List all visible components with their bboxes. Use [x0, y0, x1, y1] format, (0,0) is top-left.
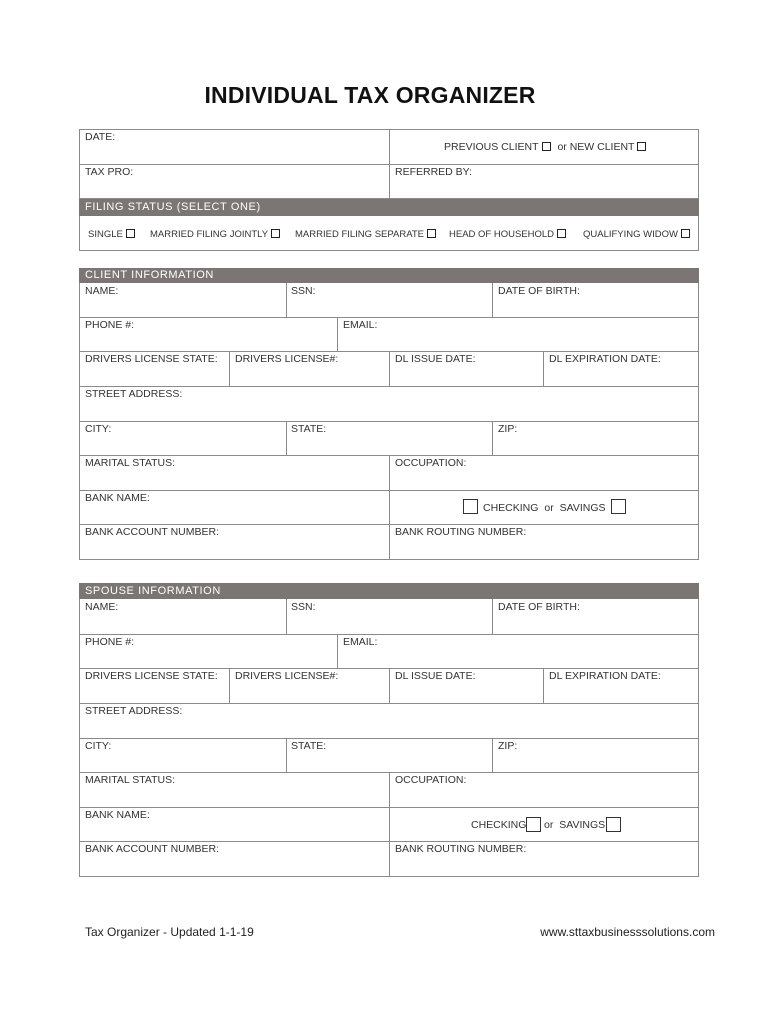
- client-routing-number-field[interactable]: BANK ROUTING NUMBER:: [395, 526, 527, 538]
- filing-option-hoh[interactable]: HEAD OF HOUSEHOLD: [449, 229, 566, 240]
- client-account-type: [483, 502, 606, 514]
- client-dl-issue-field[interactable]: DL ISSUE DATE:: [395, 353, 476, 365]
- client-dl-number-field[interactable]: DRIVERS LICENSE#:: [235, 353, 339, 365]
- client-dl-state-field[interactable]: DRIVERS LICENSE STATE:: [85, 353, 218, 365]
- spouse-city-field[interactable]: CITY:: [85, 740, 112, 752]
- filing-status-heading: FILING STATUS (SELECT ONE): [79, 199, 699, 216]
- client-checking-checkbox[interactable]: [463, 499, 478, 514]
- previous-client-label: PREVIOUS CLIENT: [444, 141, 539, 153]
- client-city-field[interactable]: CITY:: [85, 423, 112, 435]
- filing-option-mfj[interactable]: MARRIED FILING JOINTLY: [150, 229, 280, 240]
- client-type-selector: [444, 141, 646, 153]
- spouse-dl-state-field[interactable]: DRIVERS LICENSE STATE:: [85, 670, 218, 682]
- spouse-dob-field[interactable]: DATE OF BIRTH:: [498, 601, 580, 613]
- new-client-label: NEW CLIENT: [569, 141, 635, 153]
- client-name-field[interactable]: NAME:: [85, 285, 119, 297]
- spouse-dl-number-field[interactable]: DRIVERS LICENSE#:: [235, 670, 339, 682]
- spouse-checking-checkbox[interactable]: [526, 817, 541, 832]
- client-marital-field[interactable]: MARITAL STATUS:: [85, 457, 176, 469]
- client-info-heading: CLIENT INFORMATION: [79, 268, 699, 283]
- spouse-dl-issue-field[interactable]: DL ISSUE DATE:: [395, 670, 476, 682]
- checking-label: CHECKING: [471, 819, 527, 831]
- single-checkbox[interactable]: [126, 229, 135, 238]
- new-client-checkbox[interactable]: [637, 142, 646, 151]
- client-dl-exp-field[interactable]: DL EXPIRATION DATE:: [549, 353, 661, 365]
- client-ssn-field[interactable]: SSN:: [291, 285, 316, 297]
- footer-website: www.sttaxbusinesssolutions.com: [540, 925, 715, 939]
- spouse-bank-name-field[interactable]: BANK NAME:: [85, 809, 150, 821]
- savings-label: SAVINGS: [559, 502, 606, 514]
- spouse-routing-number-field[interactable]: BANK ROUTING NUMBER:: [395, 843, 527, 855]
- spouse-street-field[interactable]: STREET ADDRESS:: [85, 705, 183, 717]
- client-phone-field[interactable]: PHONE #:: [85, 319, 135, 331]
- spouse-state-field[interactable]: STATE:: [291, 740, 327, 752]
- hoh-checkbox[interactable]: [557, 229, 566, 238]
- spouse-ssn-field[interactable]: SSN:: [291, 601, 316, 613]
- date-field[interactable]: DATE:: [85, 131, 116, 143]
- spouse-account-type-rest: [544, 819, 605, 831]
- qw-checkbox[interactable]: [681, 229, 690, 238]
- mfs-checkbox[interactable]: [427, 229, 436, 238]
- client-occupation-field[interactable]: OCCUPATION:: [395, 457, 467, 469]
- spouse-name-field[interactable]: NAME:: [85, 601, 119, 613]
- client-dob-field[interactable]: DATE OF BIRTH:: [498, 285, 580, 297]
- spouse-phone-field[interactable]: PHONE #:: [85, 636, 135, 648]
- spouse-info-heading: SPOUSE INFORMATION: [79, 583, 699, 599]
- tax-pro-field[interactable]: TAX PRO:: [85, 166, 134, 178]
- spouse-marital-field[interactable]: MARITAL STATUS:: [85, 774, 176, 786]
- or-label: or: [544, 502, 554, 514]
- client-street-field[interactable]: STREET ADDRESS:: [85, 388, 183, 400]
- client-zip-field[interactable]: ZIP:: [498, 423, 518, 435]
- spouse-occupation-field[interactable]: OCCUPATION:: [395, 774, 467, 786]
- referred-by-field[interactable]: REFERRED BY:: [395, 166, 473, 178]
- client-account-number-field[interactable]: BANK ACCOUNT NUMBER:: [85, 526, 219, 538]
- spouse-zip-field[interactable]: ZIP:: [498, 740, 518, 752]
- client-state-field[interactable]: STATE:: [291, 423, 327, 435]
- footer-updated: Tax Organizer - Updated 1-1-19: [85, 925, 254, 939]
- or-label: or: [557, 141, 567, 153]
- spouse-account-number-field[interactable]: BANK ACCOUNT NUMBER:: [85, 843, 219, 855]
- checking-label: CHECKING: [483, 502, 539, 514]
- filing-option-mfs[interactable]: MARRIED FILING SEPARATE: [295, 229, 436, 240]
- page-title: INDIVIDUAL TAX ORGANIZER: [204, 82, 536, 108]
- mfj-checkbox[interactable]: [271, 229, 280, 238]
- spouse-email-field[interactable]: EMAIL:: [343, 636, 378, 648]
- previous-client-checkbox[interactable]: [542, 142, 551, 151]
- filing-option-qw[interactable]: QUALIFYING WIDOW: [583, 229, 690, 240]
- savings-label: SAVINGS: [559, 819, 606, 831]
- spouse-dl-exp-field[interactable]: DL EXPIRATION DATE:: [549, 670, 661, 682]
- or-label: or: [544, 819, 554, 831]
- client-savings-checkbox[interactable]: [611, 499, 626, 514]
- spouse-account-type: [471, 819, 526, 831]
- client-bank-name-field[interactable]: BANK NAME:: [85, 492, 150, 504]
- filing-option-single[interactable]: SINGLE: [88, 229, 135, 240]
- spouse-savings-checkbox[interactable]: [606, 817, 621, 832]
- client-email-field[interactable]: EMAIL:: [343, 319, 378, 331]
